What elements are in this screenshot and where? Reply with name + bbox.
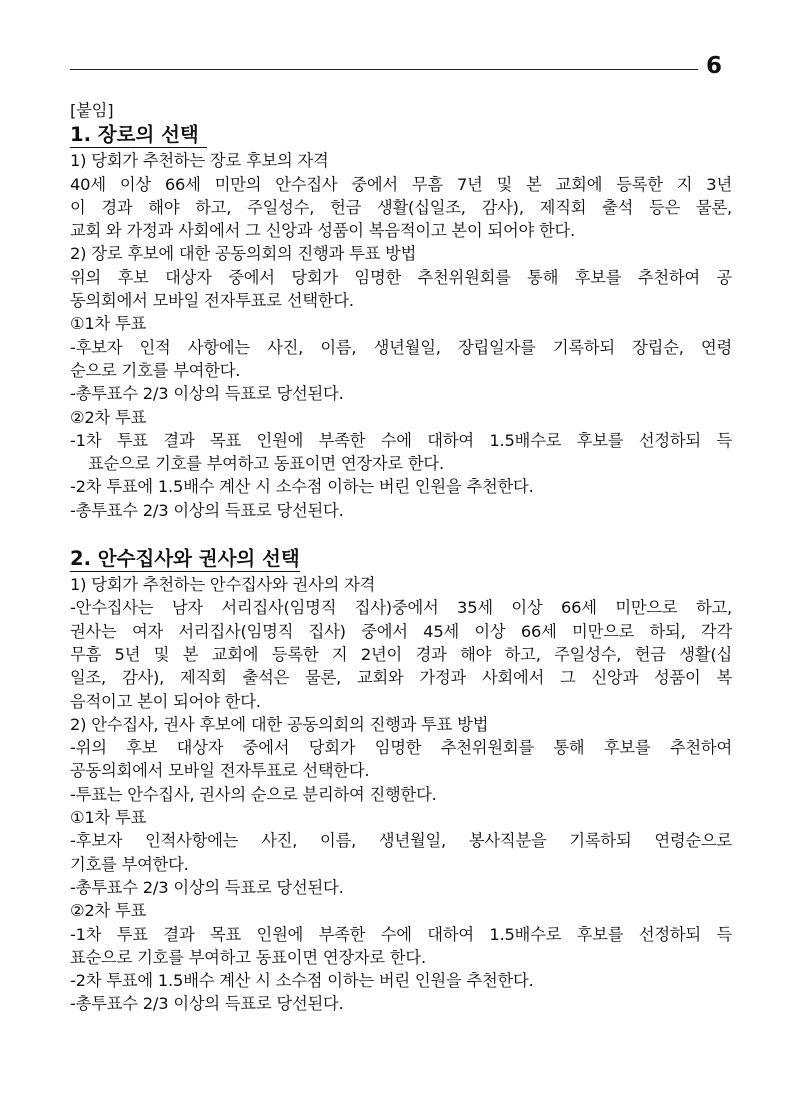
attachment-label: [붙임] — [70, 101, 114, 120]
paragraph-line: -1차 투표 결과 목표 인원에 부족한 수에 대하여 1.5배수로 후보를 선정하되 득 — [70, 924, 732, 944]
section1-round2-title: ②2차 투표 — [70, 407, 147, 427]
paragraph-line: -후보자 인적 사항에는 사진, 이름, 생년월일, 장립일자를 기록하되 장립순, 연령 — [70, 337, 732, 357]
paragraph-line: -2차 투표에 1.5배수 계산 시 소수점 이하는 버린 인원을 추천한다. — [70, 477, 534, 497]
paragraph-line: 동의회에서 모바일 전자투표로 선택한다. — [70, 291, 354, 311]
paragraph-line: 권사는 여자 서리집사(임명직 집사) 중에서 45세 이상 66세 미만으로 하되, 각각 — [70, 621, 732, 641]
page-number: 6 — [706, 53, 723, 79]
paragraph-line: 표순으로 기호를 부여하고 동표이면 연장자로 한다. — [88, 454, 444, 474]
section1-sub2-title: 2) 장로 후보에 대한 공동의회의 진행과 투표 방법 — [70, 244, 417, 264]
paragraph-line: 위의 후보 대상자 중에서 당회가 임명한 추천위원회를 통해 후보를 추천하여 공 — [70, 267, 732, 287]
paragraph-line: -위의 후보 대상자 중에서 당회가 임명한 추천위원회를 통해 후보를 추천하여 — [70, 738, 732, 758]
section1-heading-wrap — [70, 122, 732, 149]
section1-sub1-title: 1) 당회가 추천하는 장로 후보의 자격 — [70, 151, 329, 171]
document-body — [70, 99, 732, 1016]
paragraph-line: -후보자 인적사항에는 사진, 이름, 생년월일, 봉사직분을 기록하되 연령순으로 — [70, 831, 732, 851]
paragraph-line: 무흠 5년 및 본 교회에 등록한 지 2년이 경과 해야 하고, 주일성수, 헌금 생활(십 — [70, 644, 732, 664]
section2-sub1-title: 1) 당회가 추천하는 안수집사와 권사의 자격 — [70, 575, 376, 595]
paragraph-line: -총투표수 2/3 이상의 득표로 당선된다. — [70, 994, 344, 1014]
paragraph-line: -투표는 안수집사, 권사의 순으로 분리하여 진행한다. — [70, 784, 437, 804]
paragraph-line: -2차 투표에 1.5배수 계산 시 소수점 이하는 버린 인원을 추천한다. — [70, 971, 534, 991]
section-spacer — [70, 522, 732, 546]
header-rule — [70, 69, 698, 70]
paragraph-line: -안수집사는 남자 서리집사(임명직 집사)중에서 35세 이상 66세 미만으로 하고, — [70, 598, 732, 618]
paragraph-line: 일조, 감사), 제직회 출석은 물론, 교회와 가정과 사회에서 그 신앙과 성품이 복 — [70, 668, 732, 688]
paragraph-line: 표순으로 기호를 부여하고 동표이면 연장자로 한다. — [70, 947, 426, 967]
paragraph-line: -총투표수 2/3 이상의 득표로 당선된다. — [70, 500, 344, 520]
paragraph-line: 이 경과 해야 하고, 주일성수, 헌금 생활(십일조, 감사), 제직회 출석 등은 물론, — [70, 197, 732, 217]
paragraph-line: 기호를 부여한다. — [70, 854, 189, 874]
section2-title: 2. 안수집사와 권사의 선택 — [70, 547, 300, 571]
paragraph-line: -1차 투표 결과 목표 인원에 부족한 수에 대하여 1.5배수로 후보를 선정하되 득 — [70, 430, 732, 450]
paragraph-line: 40세 이상 66세 미만의 안수집사 중에서 무흠 7년 및 본 교회에 등록한 지 3년 — [70, 174, 732, 194]
paragraph-line: 순으로 기호를 부여한다. — [70, 360, 241, 380]
paragraph-line: 음적이고 본이 되어야 한다. — [70, 691, 261, 711]
section1-title: 1. 장로의 선택 — [70, 122, 207, 148]
section2-round1-title: ①1차 투표 — [70, 808, 147, 828]
section2-heading-wrap — [70, 546, 732, 573]
section2-sub2-title: 2) 안수집사, 권사 후보에 대한 공동의회의 진행과 투표 방법 — [70, 714, 489, 734]
paragraph-line: -총투표수 2/3 이상의 득표로 당선된다. — [70, 384, 344, 404]
section1-round1-title: ①1차 투표 — [70, 314, 147, 334]
paragraph-line: 공동의회에서 모바일 전자투표로 선택한다. — [70, 761, 370, 781]
section2-round2-title: ②2차 투표 — [70, 901, 147, 921]
paragraph-line: 교회 와 가정과 사회에서 그 신앙과 성품이 복음적이고 본이 되어야 한다. — [70, 221, 576, 241]
paragraph-line: -총투표수 2/3 이상의 득표로 당선된다. — [70, 877, 344, 897]
